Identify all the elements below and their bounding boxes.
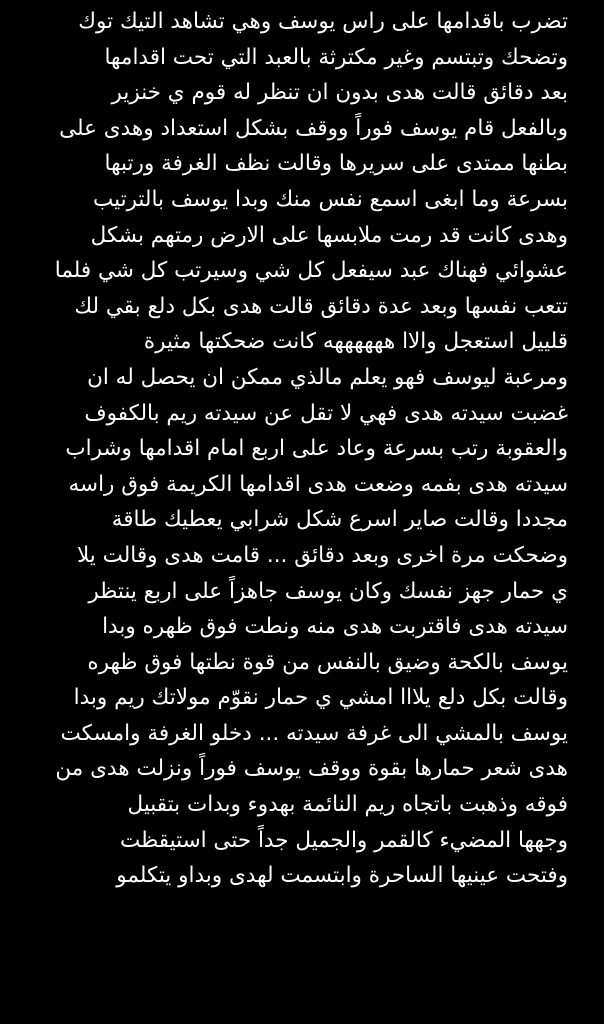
text-line-11: ومرعبة ليوسف فهو يعلم مالذي ممكن ان يحصل له ان (87, 364, 568, 390)
text-line-19: يوسف بالكحة وضيق بالنفس من قوة نطتها فوق ظهره (87, 649, 568, 675)
text-line-3: بعد دقائق قالت هدى بدون ان تنظر له قوم ي خنزير (111, 80, 568, 106)
text-line-13: والعقوبة رتب بسرعة وعاد على اربع امام اقدامها وشراب (65, 436, 568, 462)
text-line-7: وهدى كانت قد رمت ملابسها على الارض رمتهم بشكل (90, 222, 568, 248)
text-line-21: يوسف بالمشي الى غرفة سيدته ... دخلو الغرفة وامسكت (60, 720, 568, 746)
text-line-20: وقالت بكل دلع يلااا امشي ي حمار نقوّم مولاتك ريم وبدا (73, 685, 568, 711)
story-text-block (30, 0, 568, 894)
text-line-16: وضحكت مرة اخرى وبعد دقائق ... قامت هدى وقالت يلا (76, 542, 568, 568)
text-line-12: غضبت سيدته هدى فهي لا تقل عن سيدته ريم بالكفوف (84, 400, 568, 426)
text-line-15: مجددا وقالت صاير اسرع شكل شرابي يعطيك طاقة (111, 507, 568, 533)
text-line-18: سيدته هدى فاقتربت هدى منه ونطت فوق ظهره وبدا (102, 614, 568, 640)
text-line-14: سيدته هدى بفمه وضعت هدى اقدامها الكريمة فوق راسه (68, 471, 568, 497)
text-line-23: فوقه وذهبت باتجاه ريم النائمة بهدوء وبدات بتقبيل (127, 792, 568, 818)
text-line-22: هدى شعر حمارها بقوة ووقف يوسف فوراً ونزلت هدى من (55, 756, 568, 782)
text-line-5: بطنها ممتدى على سريرها وقالت نظف الغرفة ورتبها (104, 151, 568, 177)
text-line-17: ي حمار جهز نفسك وكان يوسف جاهزاً على اربع ينتظر (88, 578, 568, 604)
text-line-9: تتعب نفسها وبعد عدة دقائق قالت هدى بكل دلع بقي لك (74, 293, 568, 319)
text-line-6: بسرعة وما ابغى اسمع نفس منك وبدا يوسف بالترتيب (92, 186, 568, 212)
text-line-4: وبالفعل قام يوسف فوراً ووقف بشكل استعداد وهدى على (59, 115, 568, 141)
text-line-25: وفتحت عينيها الساحرة وابتسمت لهدى وبداو يتكلمو (116, 863, 568, 889)
text-line-2: وتضحك وتبتسم وغير مكترثة بالعبد التي تحت اقدامها (104, 44, 568, 70)
text-line-10: قلييل استعجل والاا ههههههه كانت ضحكتها مثيرة (143, 329, 568, 355)
text-line-1: تضرب باقدامها على راس يوسف وهي تشاهد التيك توك (78, 9, 568, 34)
text-line-8: عشوائي فهناك عبد سيفعل كل شي وسيرتب كل شي فلما (54, 258, 568, 284)
text-line-24: وجهها المضيء كالقمر والجميل جداً حتى استيقظت (119, 827, 568, 853)
